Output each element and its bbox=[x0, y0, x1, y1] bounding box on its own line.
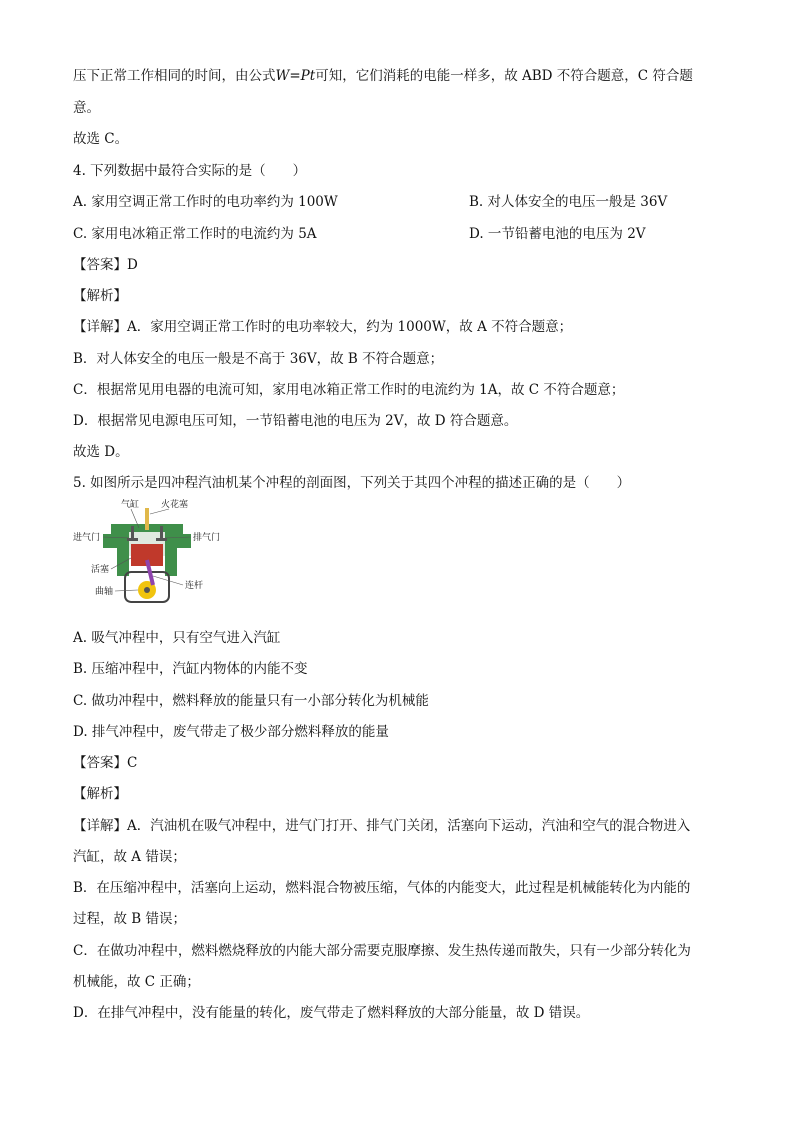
q4-detail-2: B．对人体安全的电压一般是不高于 36V，故 B 不符合题意； bbox=[73, 351, 444, 367]
spark-plug bbox=[145, 508, 149, 530]
q4-option-c: C. 家用电冰箱正常工作时的电流约为 5A bbox=[73, 226, 317, 242]
q5-option-c: C. 做功冲程中，燃料释放的能量只有一小部分转化为机械能 bbox=[73, 693, 429, 709]
q4-detail-4: D．根据常见电源电压可知，一节铅蓄电池的电压为 2V，故 D 符合题意。 bbox=[73, 413, 518, 429]
detail-text: A．汽油机在吸气冲程中，进气门打开、排气门关闭，活塞向下运动，汽油和空气的混合物进入 bbox=[127, 818, 691, 834]
q5-detail-4: D．在排气冲程中，没有能量的转化，废气带走了燃料释放的大部分能量，故 D 错误。 bbox=[73, 1005, 590, 1021]
label-exhaust-valve: 排气门 bbox=[193, 533, 221, 543]
detail-tag: 【详解】 bbox=[73, 319, 127, 335]
label-piston: 活塞 bbox=[91, 565, 110, 575]
q5-answer bbox=[73, 753, 137, 773]
q5-detail-1a bbox=[73, 816, 690, 836]
q4-choose: 故选 D。 bbox=[73, 444, 129, 460]
intake-valve-head bbox=[127, 538, 138, 541]
label-cylinder: 气缸 bbox=[121, 500, 140, 510]
q5-option-d: D. 排气冲程中，废气带走了极少部分燃料释放的能量 bbox=[73, 724, 389, 740]
engine-diagram bbox=[73, 498, 233, 608]
q4-options-row-2 bbox=[73, 224, 646, 244]
text-line-3: 故选 C。 bbox=[73, 131, 129, 147]
q4-answer bbox=[73, 255, 138, 275]
q4-detail-3: C．根据常见用电器的电流可知，家用电冰箱正常工作时的电流约为 1A，故 C 不符合题意； bbox=[73, 382, 625, 398]
q5-analysis-tag: 【解析】 bbox=[73, 786, 127, 802]
exhaust-valve-stem bbox=[160, 526, 163, 540]
q4-option-d: D. 一节铅蓄电池的电压为 2V bbox=[469, 226, 646, 242]
answer-tag: 【答案】 bbox=[73, 257, 127, 273]
answer-tag: 【答案】 bbox=[73, 755, 127, 771]
leader-line bbox=[115, 590, 138, 591]
exhaust-valve-head bbox=[156, 538, 167, 541]
text-line-2: 意。 bbox=[73, 100, 100, 116]
q4-stem: 4. 下列数据中最符合实际的是（ ） bbox=[73, 163, 307, 179]
q5-detail-2b: 过程，故 B 错误； bbox=[73, 911, 187, 927]
leader-line bbox=[150, 509, 169, 514]
q4-detail-1 bbox=[73, 317, 572, 337]
q5-stem: 5. 如图所示是四冲程汽油机某个冲程的剖面图，下列关于其四个冲程的描述正确的是（ ） bbox=[73, 475, 631, 491]
q4-analysis-tag: 【解析】 bbox=[73, 288, 127, 304]
answer-value: D bbox=[127, 257, 138, 273]
detail-tag: 【详解】 bbox=[73, 818, 127, 834]
q5-detail-2a: B．在压缩冲程中，活塞向上运动，燃料混合物被压缩，气体的内能变大，此过程是机械能转化为内能的 bbox=[73, 880, 691, 896]
q4-option-a: A. 家用空调正常工作时的电功率约为 100W bbox=[73, 194, 338, 210]
text-fragment: 压下正常工作相同的时间，由公式 bbox=[73, 68, 276, 84]
q5-option-b: B. 压缩冲程中，汽缸内物体的内能不变 bbox=[73, 661, 308, 677]
crank-center bbox=[144, 587, 150, 593]
intake-valve-stem bbox=[131, 526, 134, 540]
formula: W=Pt bbox=[275, 68, 316, 84]
label-crankshaft: 曲轴 bbox=[95, 587, 114, 597]
label-connecting-rod: 连杆 bbox=[185, 581, 204, 591]
q4-option-b: B. 对人体安全的电压一般是 36V bbox=[469, 194, 668, 210]
answer-value: C bbox=[127, 755, 138, 771]
q5-detail-3a: C．在做功冲程中，燃料燃烧释放的内能大部分需要克服摩擦、发生热传递而散失，只有一少部分转化为 bbox=[73, 943, 691, 959]
label-spark-plug: 火花塞 bbox=[161, 500, 189, 510]
label-intake-valve: 进气门 bbox=[73, 533, 101, 543]
text-line-1 bbox=[73, 66, 693, 86]
q5-detail-3b: 机械能，故 C 正确； bbox=[73, 974, 200, 990]
detail-text: A．家用空调正常工作时的电功率较大，约为 1000W，故 A 不符合题意； bbox=[127, 319, 573, 335]
text-fragment: 可知，它们消耗的电能一样多，故 ABD 不符合题意，C 符合题 bbox=[315, 68, 693, 84]
q5-detail-1b: 汽缸，故 A 错误； bbox=[73, 849, 186, 865]
q4-options-row-1 bbox=[73, 192, 668, 212]
q5-option-a: A. 吸气冲程中，只有空气进入汽缸 bbox=[73, 630, 281, 646]
